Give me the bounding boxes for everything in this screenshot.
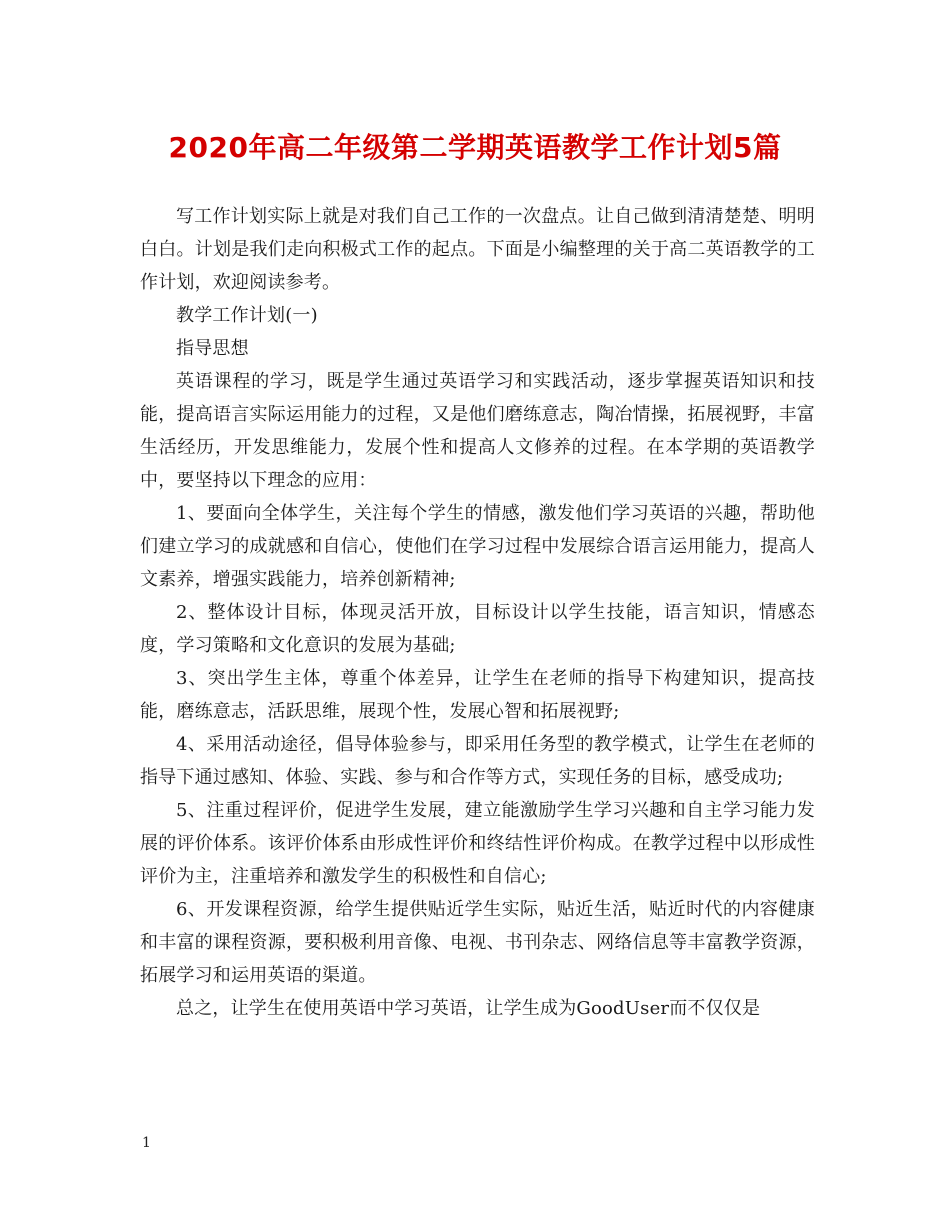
document-body [140,200,815,1025]
document-title: 2020年高二年级第二学期英语教学工作计划5篇 [168,131,782,164]
paragraph-item-6: 6、开发课程资源，给学生提供贴近学生实际，贴近生活，贴近时代的内容健康和丰富的课程资源，要积极利用音像、电视、书刊杂志、网络信息等丰富教学资源，拓展学习和运用英语的渠道。 [140,899,815,986]
paragraph-item-2: 2、整体设计目标，体现灵活开放，目标设计以学生技能，语言知识，情感态度，学习策略和文化意识的发展为基础; [140,602,815,656]
paragraph-item-5: 5、注重过程评价，促进学生发展，建立能激励学生学习兴趣和自主学习能力发展的评价体系。该评价体系由形成性评价和终结性评价构成。在教学过程中以形成性评价为主，注重培养和激发学生的积极性和自信心; [140,800,815,887]
section-heading-plan-1: 教学工作计划(一) [176,305,318,326]
paragraph-summary: 总之，让学生在使用英语中学习英语，让学生成为GoodUser而不仅仅是 [176,998,761,1019]
paragraph-intro: 写工作计划实际上就是对我们自己工作的一次盘点。让自己做到清清楚楚、明明白白。计划是我们走向积极式工作的起点。下面是小编整理的关于高二英语教学的工作计划，欢迎阅读参考。 [140,206,815,293]
paragraph-course-learning: 英语课程的学习，既是学生通过英语学习和实践活动，逐步掌握英语知识和技能，提高语言实际运用能力的过程，又是他们磨练意志，陶冶情操，拓展视野，丰富生活经历，开发思维能力，发展个性和提高人文修养的过程。在本学期的英语教学中，要坚持以下理念的应用： [140,371,815,491]
paragraph-item-3: 3、突出学生主体，尊重个体差异，让学生在老师的指导下构建知识，提高技能，磨练意志，活跃思维，展现个性，发展心智和拓展视野; [140,668,815,722]
page-number: 1 [142,1135,151,1151]
paragraph-item-1: 1、要面向全体学生，关注每个学生的情感，激发他们学习英语的兴趣，帮助他们建立学习的成就感和自信心，使他们在学习过程中发展综合语言运用能力，提高人文素养，增强实践能力，培养创新精神; [140,503,815,590]
section-heading-guiding-ideology: 指导思想 [176,338,249,359]
paragraph-item-4: 4、采用活动途径，倡导体验参与，即采用任务型的教学模式，让学生在老师的指导下通过感知、体验、实践、参与和合作等方式，实现任务的目标，感受成功; [140,734,815,788]
